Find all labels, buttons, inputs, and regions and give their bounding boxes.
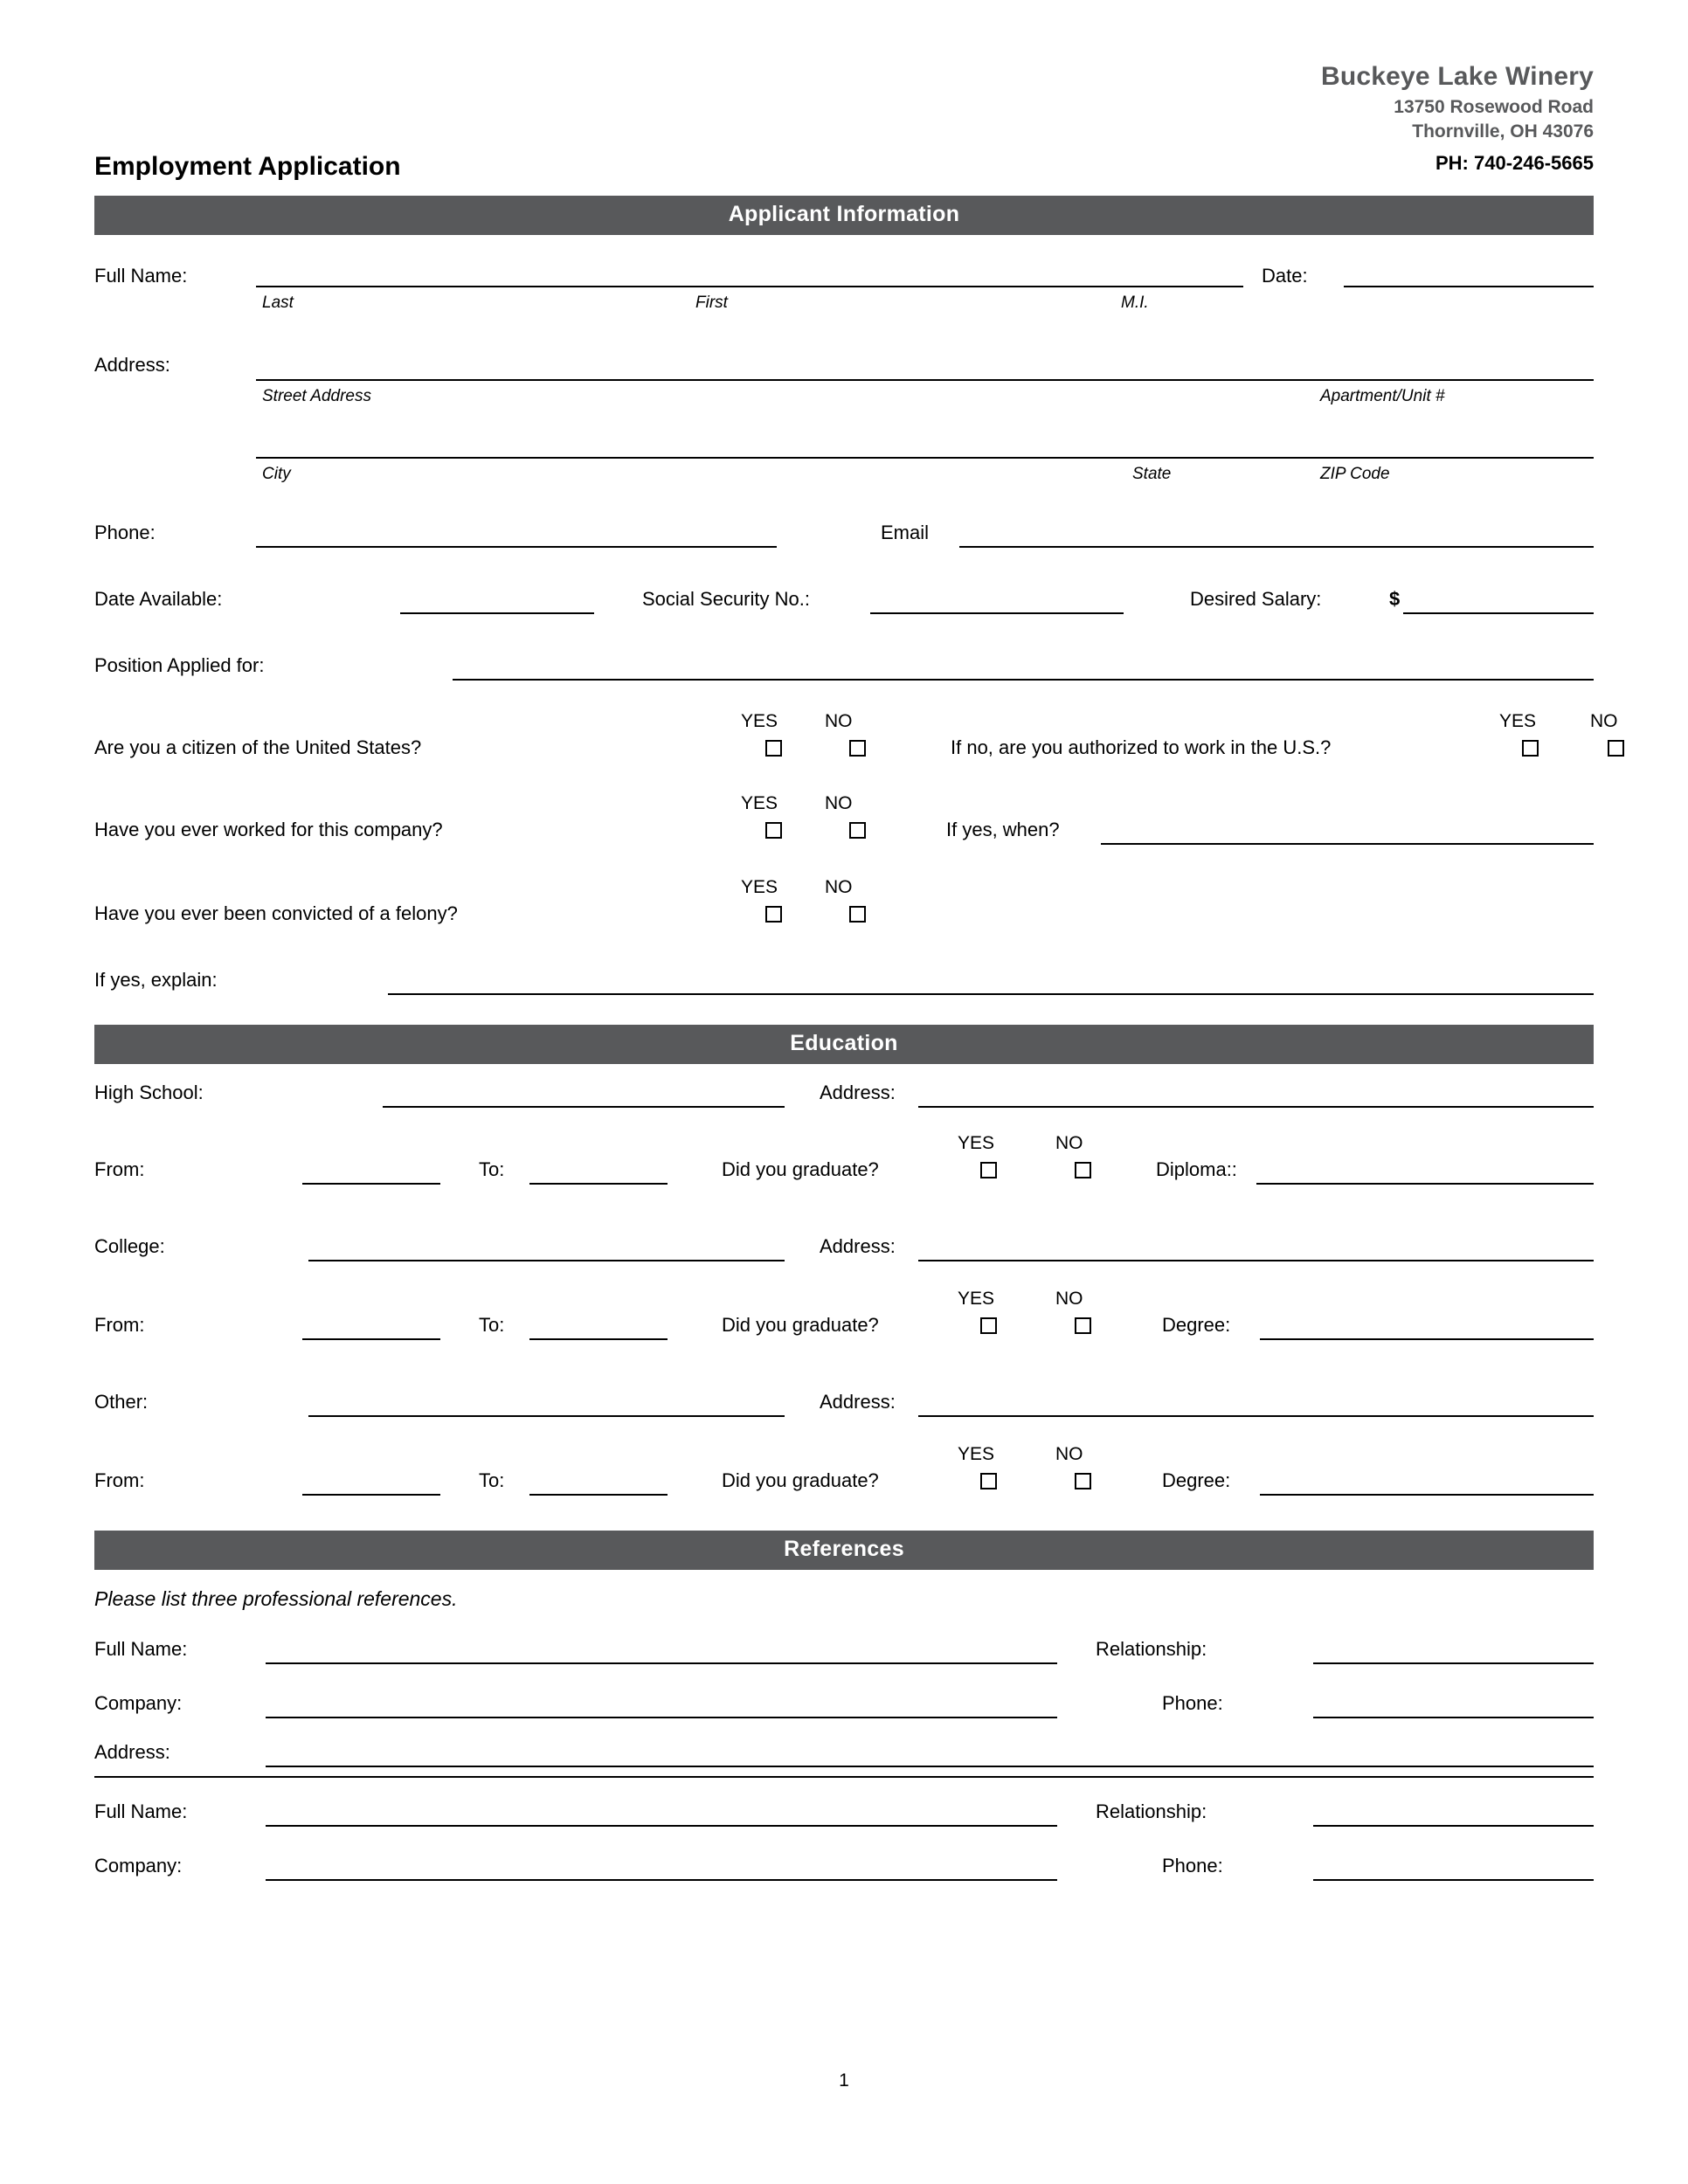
reference-divider xyxy=(94,1776,1594,1778)
other-school-address-label: Address: xyxy=(820,1391,896,1413)
other-graduate-no-label: NO xyxy=(1055,1444,1083,1464)
worked-when-input[interactable] xyxy=(1101,843,1594,845)
company-phone: PH: 740-246-5665 xyxy=(1435,151,1594,174)
row-citizenship xyxy=(94,703,1618,785)
other-graduate-yes-label: YES xyxy=(958,1444,995,1464)
form-sheet xyxy=(94,61,1618,1897)
citizen-yes-label: YES xyxy=(741,711,778,731)
felony-question-label: Have you ever been convicted of a felony? xyxy=(94,902,458,924)
hint-zip-code: ZIP Code xyxy=(1320,465,1390,483)
row-high-school-dates xyxy=(94,1127,1594,1218)
diploma-input[interactable] xyxy=(1256,1183,1594,1185)
worked-before-yes-label: YES xyxy=(741,793,778,813)
company-name: Buckeye Lake Winery xyxy=(1320,62,1594,91)
row-city-state-zip xyxy=(94,438,1594,508)
high-school-to-label: To: xyxy=(479,1158,505,1180)
hint-state: State xyxy=(1132,465,1172,483)
high-school-graduate-no-checkbox[interactable] xyxy=(1075,1162,1091,1178)
high-school-graduate-yes-checkbox[interactable] xyxy=(980,1162,997,1178)
date-label: Date: xyxy=(1262,265,1308,287)
reference-2-company-label: Company: xyxy=(94,1855,183,1876)
position-applied-input[interactable] xyxy=(453,679,1594,681)
address-label: Address: xyxy=(94,354,170,376)
row-college xyxy=(94,1218,1594,1282)
reference-1-relationship-label: Relationship: xyxy=(1096,1638,1207,1660)
reference-2-relationship-input[interactable] xyxy=(1313,1825,1594,1827)
row-full-name xyxy=(94,235,1594,331)
worked-before-no-checkbox[interactable] xyxy=(849,822,866,839)
hint-middle-initial: M.I. xyxy=(1121,294,1149,312)
other-to-input[interactable] xyxy=(529,1494,668,1496)
high-school-graduate-no-label: NO xyxy=(1055,1133,1083,1153)
felony-no-label: NO xyxy=(825,877,853,897)
authorized-yes-checkbox[interactable] xyxy=(1522,740,1539,757)
phone-input[interactable] xyxy=(256,546,777,548)
authorized-question-label: If no, are you authorized to work in the U.S.? xyxy=(951,736,1332,758)
full-name-label: Full Name: xyxy=(94,265,188,287)
date-available-input[interactable] xyxy=(400,612,594,614)
reference-1-relationship-input[interactable] xyxy=(1313,1662,1594,1664)
document-header xyxy=(94,61,1594,192)
full-name-input[interactable] xyxy=(256,286,1243,287)
high-school-graduate-label: Did you graduate? xyxy=(722,1158,879,1180)
felony-explain-label: If yes, explain: xyxy=(94,969,218,991)
worked-when-label: If yes, when? xyxy=(946,819,1060,840)
hint-city: City xyxy=(262,465,291,483)
authorized-no-checkbox[interactable] xyxy=(1608,740,1624,757)
other-school-label: Other: xyxy=(94,1391,149,1413)
row-position-applied xyxy=(94,640,1594,703)
college-graduate-label: Did you graduate? xyxy=(722,1314,879,1336)
email-input[interactable] xyxy=(959,546,1594,548)
college-graduate-no-checkbox[interactable] xyxy=(1075,1317,1091,1334)
row-other-school xyxy=(94,1373,1594,1438)
high-school-graduate-yes-label: YES xyxy=(958,1133,995,1153)
high-school-from-input[interactable] xyxy=(302,1183,440,1185)
high-school-label: High School: xyxy=(94,1082,204,1103)
college-degree-label: Degree: xyxy=(1162,1314,1231,1336)
other-school-input[interactable] xyxy=(308,1415,785,1417)
row-worked-before xyxy=(94,785,1594,869)
section-header-education: Education xyxy=(94,1025,1594,1064)
felony-explain-input[interactable] xyxy=(388,993,1594,995)
row-felony-explain xyxy=(94,957,1594,1021)
college-to-input[interactable] xyxy=(529,1338,668,1340)
street-address-input[interactable] xyxy=(256,379,1594,381)
citizen-yes-checkbox[interactable] xyxy=(765,740,782,757)
high-school-input[interactable] xyxy=(383,1106,785,1108)
other-degree-input[interactable] xyxy=(1260,1494,1594,1496)
row-reference-2-company xyxy=(94,1842,1594,1897)
city-state-zip-input[interactable] xyxy=(256,457,1594,459)
company-info xyxy=(1321,61,1594,176)
hint-street-address: Street Address xyxy=(262,387,371,405)
high-school-address-input[interactable] xyxy=(918,1106,1594,1108)
reference-2-full-name-label: Full Name: xyxy=(94,1800,188,1822)
diploma-label: Diploma:: xyxy=(1156,1158,1237,1180)
reference-1-address-label: Address: xyxy=(94,1741,170,1763)
college-graduate-yes-checkbox[interactable] xyxy=(980,1317,997,1334)
reference-1-address-input[interactable] xyxy=(266,1766,1594,1767)
company-address-line-2: Thornville, OH 43076 xyxy=(1412,121,1594,142)
page-number: 1 xyxy=(839,2070,849,2091)
hint-last: Last xyxy=(262,294,294,312)
section-header-references: References xyxy=(94,1531,1594,1570)
row-availability-ssn-salary xyxy=(94,574,1594,640)
high-school-from-label: From: xyxy=(94,1158,145,1180)
college-address-label: Address: xyxy=(820,1235,896,1257)
high-school-to-input[interactable] xyxy=(529,1183,668,1185)
reference-2-full-name-input[interactable] xyxy=(266,1825,1057,1827)
other-from-input[interactable] xyxy=(302,1494,440,1496)
section-header-applicant-information: Applicant Information xyxy=(94,196,1594,235)
references-instruction: Please list three professional references. xyxy=(94,1587,458,1610)
high-school-address-label: Address: xyxy=(820,1082,896,1103)
company-address-line-1: 13750 Rosewood Road xyxy=(1394,96,1594,117)
reference-1-company-input[interactable] xyxy=(266,1717,1057,1718)
row-address xyxy=(94,331,1594,438)
date-available-label: Date Available: xyxy=(94,588,223,610)
email-label: Email xyxy=(881,522,930,543)
college-degree-input[interactable] xyxy=(1260,1338,1594,1340)
college-graduate-no-label: NO xyxy=(1055,1289,1083,1309)
reference-2-phone-input[interactable] xyxy=(1313,1879,1594,1881)
row-other-school-dates xyxy=(94,1438,1594,1527)
reference-2-company-input[interactable] xyxy=(266,1879,1057,1881)
row-reference-1-name xyxy=(94,1629,1594,1683)
reference-2-relationship-label: Relationship: xyxy=(1096,1800,1207,1822)
position-applied-label: Position Applied for: xyxy=(94,654,265,676)
row-felony xyxy=(94,869,1594,957)
reference-1-company-label: Company: xyxy=(94,1692,183,1714)
desired-salary-currency: $ xyxy=(1389,588,1401,610)
hint-apartment-unit: Apartment/Unit # xyxy=(1320,387,1445,405)
reference-1-full-name-input[interactable] xyxy=(266,1662,1057,1664)
reference-1-full-name-label: Full Name: xyxy=(94,1638,188,1660)
date-input[interactable] xyxy=(1344,286,1594,287)
phone-label: Phone: xyxy=(94,522,156,543)
felony-no-checkbox[interactable] xyxy=(849,906,866,923)
row-reference-1-company xyxy=(94,1683,1594,1738)
college-from-input[interactable] xyxy=(302,1338,440,1340)
college-to-label: To: xyxy=(479,1314,505,1336)
other-graduate-no-checkbox[interactable] xyxy=(1075,1473,1091,1489)
worked-before-yes-checkbox[interactable] xyxy=(765,822,782,839)
row-phone-email xyxy=(94,508,1594,574)
college-from-label: From: xyxy=(94,1314,145,1336)
reference-2-phone-label: Phone: xyxy=(1162,1855,1223,1876)
page-title: Employment Application xyxy=(94,152,401,181)
desired-salary-label: Desired Salary: xyxy=(1190,588,1322,610)
other-to-label: To: xyxy=(479,1469,505,1491)
hint-first: First xyxy=(695,294,728,312)
college-address-input[interactable] xyxy=(918,1260,1594,1261)
row-high-school xyxy=(94,1064,1594,1127)
worked-before-no-label: NO xyxy=(825,793,853,813)
social-security-label: Social Security No.: xyxy=(642,588,810,610)
authorized-yes-label: YES xyxy=(1499,711,1537,731)
row-reference-1-address xyxy=(94,1738,1594,1788)
other-from-label: From: xyxy=(94,1469,145,1491)
authorized-no-label: NO xyxy=(1590,711,1618,731)
social-security-input[interactable] xyxy=(870,612,1124,614)
row-college-dates xyxy=(94,1282,1594,1373)
other-graduate-yes-checkbox[interactable] xyxy=(980,1473,997,1489)
college-label: College: xyxy=(94,1235,165,1257)
desired-salary-input[interactable] xyxy=(1403,612,1594,614)
felony-yes-label: YES xyxy=(741,877,778,897)
row-reference-2-name xyxy=(94,1788,1594,1842)
other-graduate-label: Did you graduate? xyxy=(722,1469,879,1491)
reference-1-phone-label: Phone: xyxy=(1162,1692,1223,1714)
other-degree-label: Degree: xyxy=(1162,1469,1231,1491)
citizen-no-checkbox[interactable] xyxy=(849,740,866,757)
citizen-no-label: NO xyxy=(825,711,853,731)
worked-before-question-label: Have you ever worked for this company? xyxy=(94,819,443,840)
college-graduate-yes-label: YES xyxy=(958,1289,995,1309)
citizen-question-label: Are you a citizen of the United States? xyxy=(94,736,422,758)
felony-yes-checkbox[interactable] xyxy=(765,906,782,923)
row-references-instruction xyxy=(94,1570,1594,1629)
college-input[interactable] xyxy=(308,1260,785,1261)
reference-1-phone-input[interactable] xyxy=(1313,1717,1594,1718)
other-school-address-input[interactable] xyxy=(918,1415,1594,1417)
